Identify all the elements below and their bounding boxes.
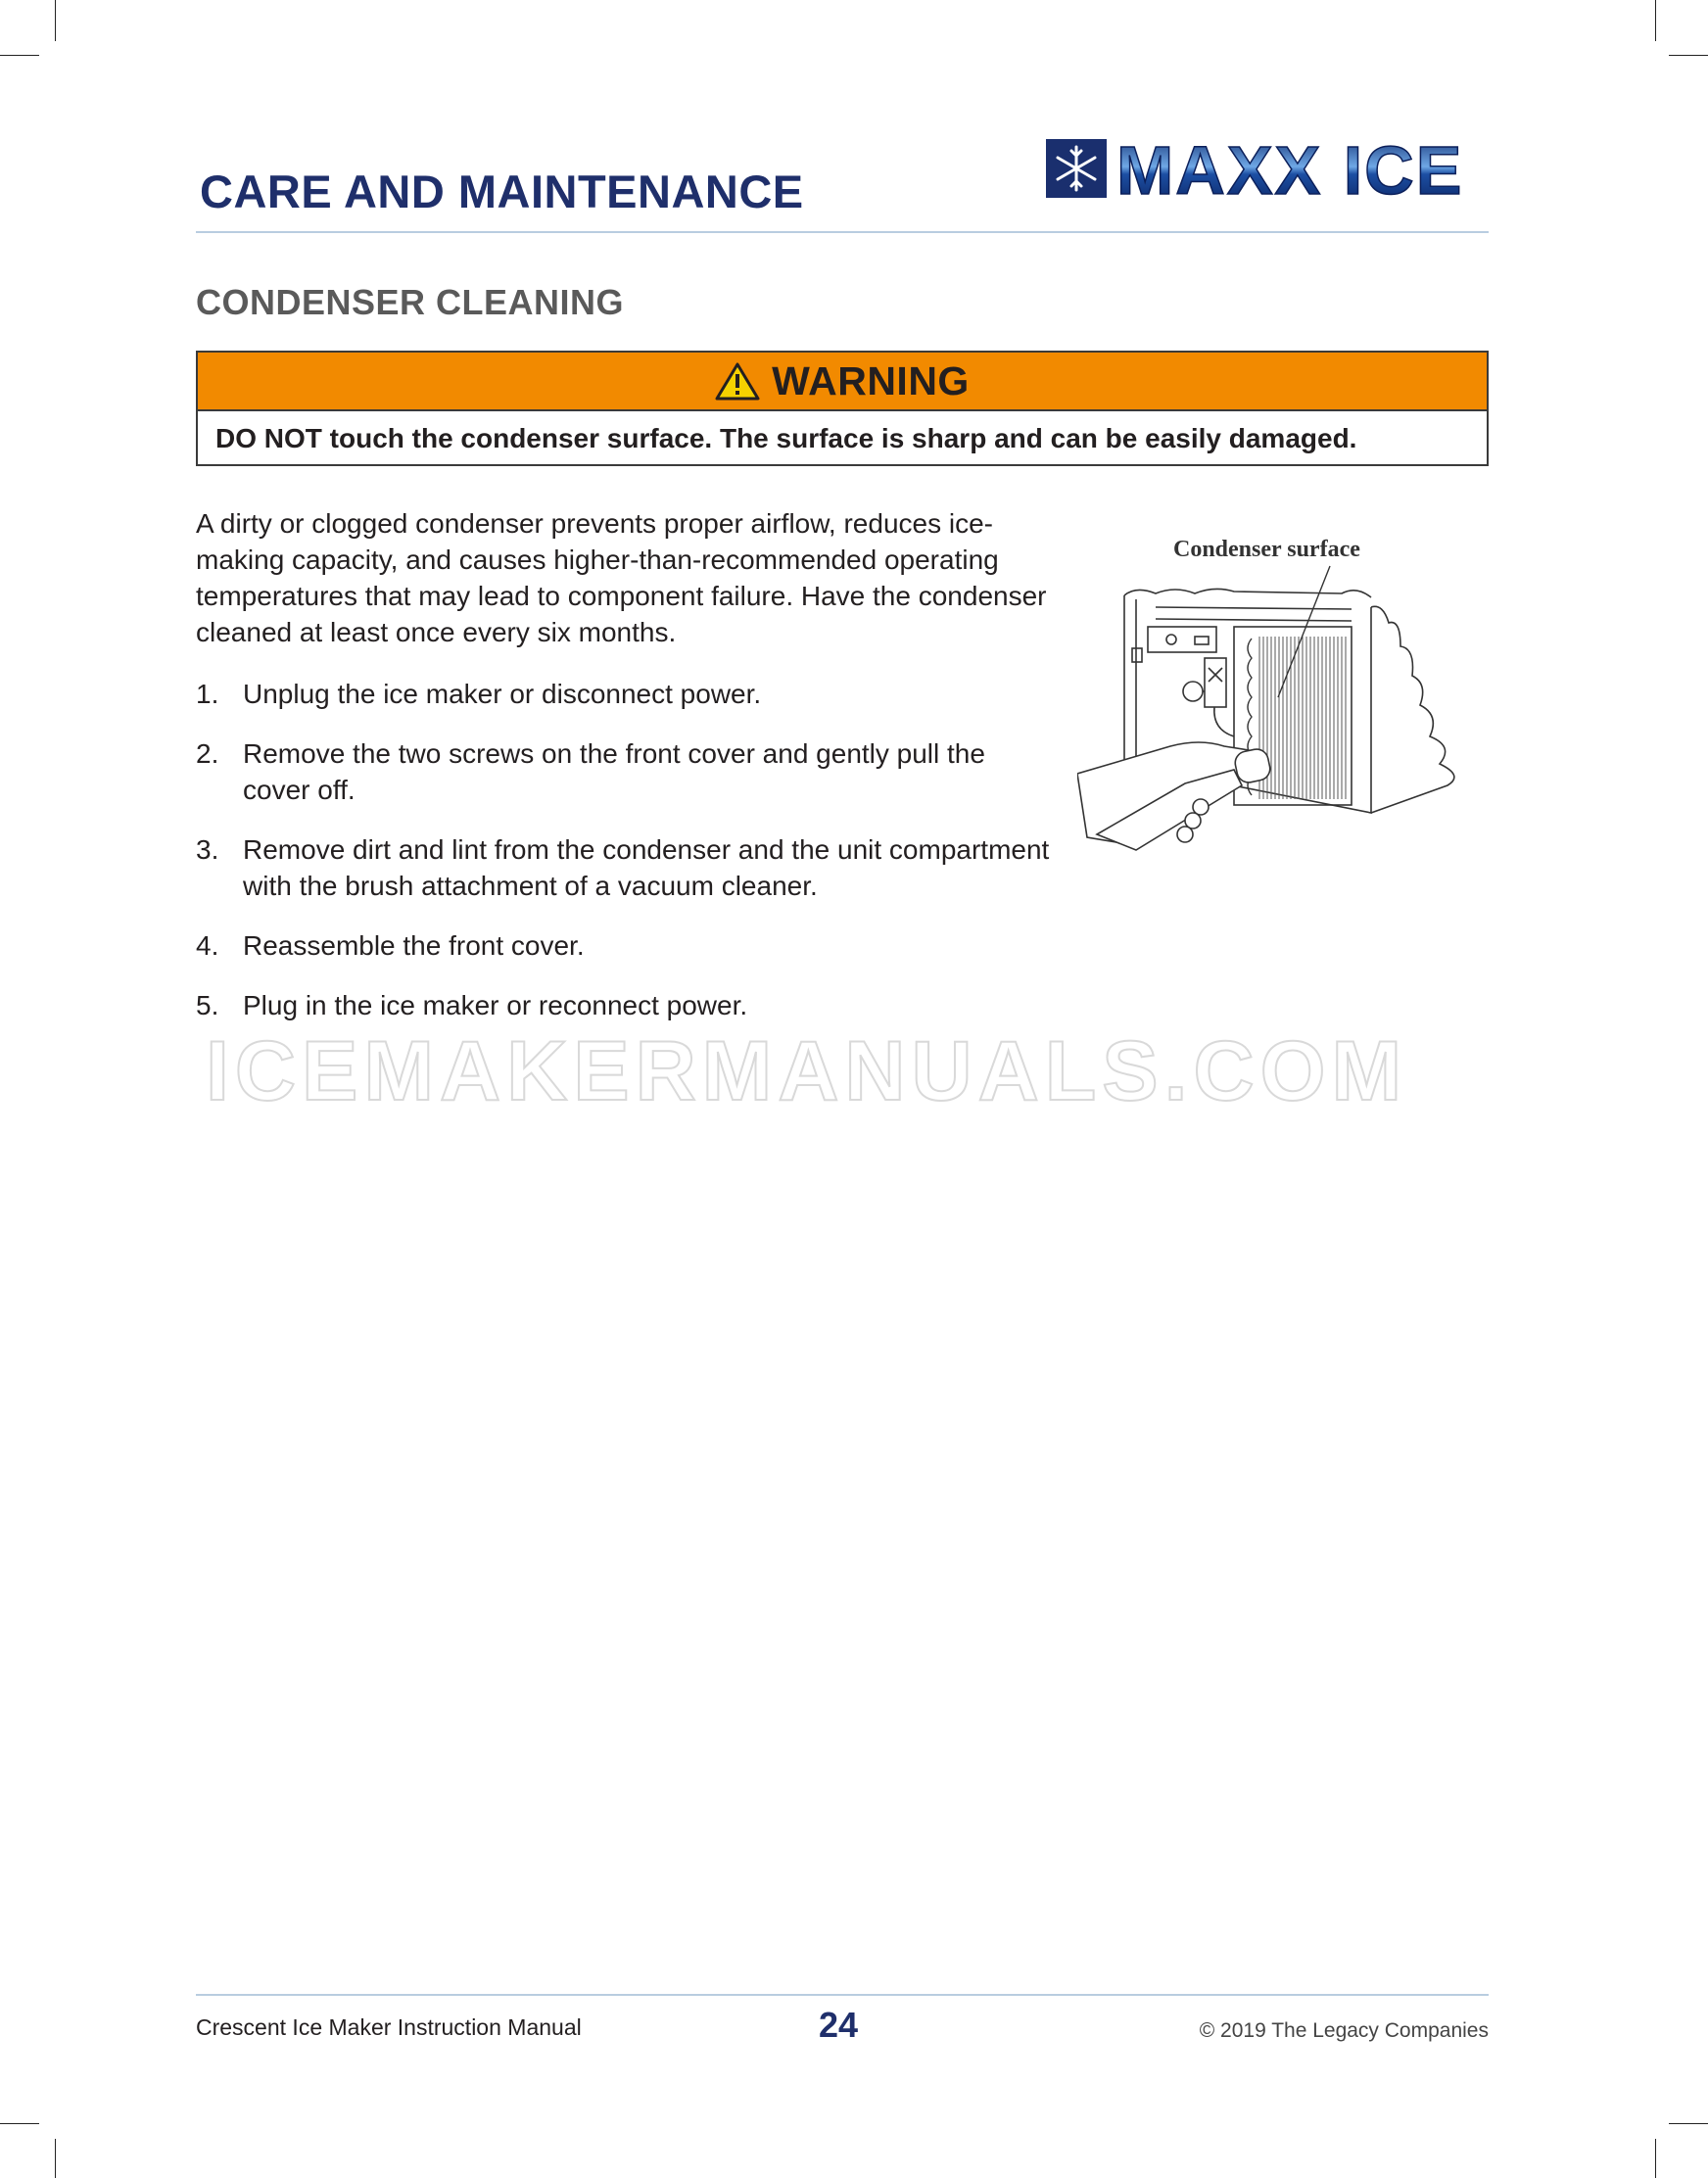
crop-mark: [1655, 0, 1656, 41]
warning-text: DO NOT touch the condenser surface. The surface is sharp and can be easily damaged.: [215, 423, 1357, 453]
list-item: [196, 831, 1058, 904]
step-number: 1.: [196, 679, 219, 709]
list-item: [196, 676, 1058, 712]
copyright: © 2019 The Legacy Companies: [1199, 2019, 1489, 2042]
warning-label: WARNING: [772, 357, 970, 403]
warning-header: [198, 353, 1487, 411]
step-text: Reassemble the front cover.: [243, 930, 585, 961]
steps-list: [196, 676, 1058, 1047]
condenser-illustration: [1077, 529, 1489, 862]
watermark: ICEMAKERMANUALS.COM: [206, 1024, 1408, 1118]
intro-paragraph: A dirty or clogged condenser prevents proper airflow, reduces ice-making capacity, and causes higher-than-recommended operating temperatures that may lead to component failure. Have the condenser cleaned at least once every six months.: [196, 508, 1047, 647]
step-text: Unplug the ice maker or disconnect power.: [243, 679, 762, 709]
crop-mark: [1669, 55, 1708, 56]
warning-box: [196, 351, 1489, 466]
section-title: CONDENSER CLEANING: [196, 282, 625, 322]
crop-mark: [1669, 2123, 1708, 2124]
crop-mark: [55, 2139, 56, 2178]
svg-text:MAXX ICE: MAXX ICE: [1116, 135, 1464, 200]
list-item: [196, 735, 1058, 808]
figure-caption: Condenser surface: [1173, 537, 1360, 562]
step-number: 2.: [196, 738, 219, 769]
crop-mark: [1655, 2139, 1656, 2178]
crop-mark: [0, 55, 39, 56]
crop-mark: [0, 2123, 39, 2124]
crop-mark: [55, 0, 56, 41]
list-item: [196, 927, 1058, 964]
page-number: 24: [819, 2005, 859, 2045]
manual-title: Crescent Ice Maker Instruction Manual: [196, 2014, 582, 2040]
warning-triangle-icon: [715, 361, 760, 401]
step-text: Plug in the ice maker or reconnect power.: [243, 990, 748, 1020]
list-item: [196, 987, 1058, 1023]
footer-divider: [196, 1994, 1489, 1996]
step-text: Remove the two screws on the front cover and gently pull the cover off.: [243, 738, 985, 805]
step-text: Remove dirt and lint from the condenser and the unit compartment with the brush attachment of a vacuum cleaner.: [243, 834, 1050, 901]
step-number: 3.: [196, 834, 219, 865]
maxx-ice-logo: [1046, 135, 1489, 200]
header-divider: [196, 231, 1489, 233]
step-number: 5.: [196, 990, 219, 1020]
page-title: CARE AND MAINTENANCE: [200, 166, 804, 217]
step-number: 4.: [196, 930, 219, 961]
